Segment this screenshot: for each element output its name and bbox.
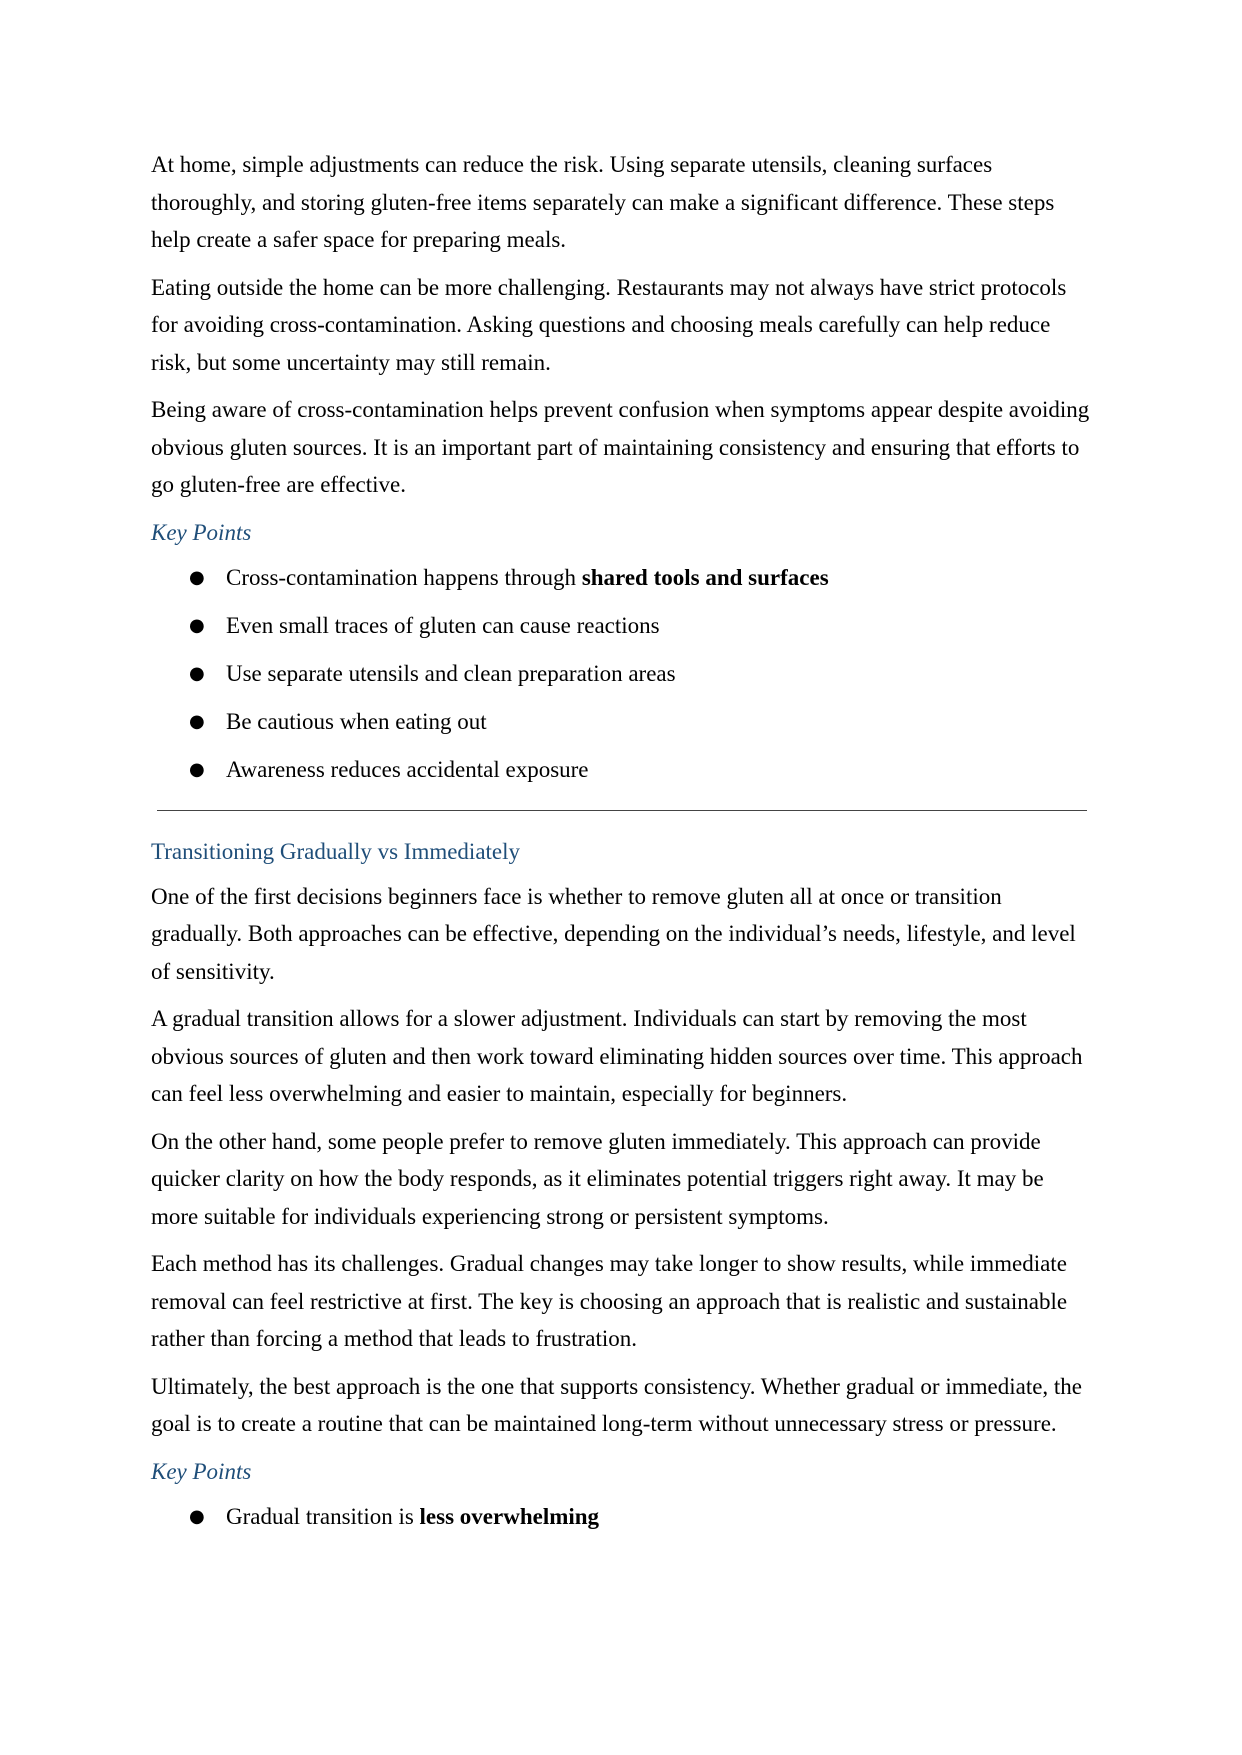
list-item-text: Even small traces of gluten can cause reactions [226,612,660,638]
list-item [151,607,1096,644]
list-item-text: Gradual transition is [226,1503,420,1529]
list-item [151,655,1096,692]
bullet-icon: ● [189,710,205,732]
paragraph: At home, simple adjustments can reduce the risk. Using separate utensils, cleaning surfaces thoroughly, and storing gluten-free items separately can make a significant difference. These steps help create a safer space for preparing meals. [151,152,1055,252]
key-points-heading: Key Points [151,1458,252,1484]
paragraph: Being aware of cross-contamination helps prevent confusion when symptoms appear despite avoiding obvious gluten sources. It is an important part of maintaining consistency and ensuring that efforts to go gluten-free are effective. [151,397,1090,497]
paragraph: One of the first decisions beginners face is whether to remove gluten all at once or transition gradually. Both approaches can be effective, depending on the individual’s needs, lifestyle, and level of sensitivity. [151,883,1076,984]
horizontal-divider [157,810,1087,811]
bullet-icon: ● [189,662,205,684]
key-points-list [151,1498,1096,1535]
key-points-list [151,559,1096,788]
list-item [151,1498,1096,1535]
list-item-text: Be cautious when eating out [226,708,487,734]
list-item [151,559,1096,596]
list-item-bold-text: shared tools and surfaces [581,564,829,590]
bullet-icon: ● [189,566,205,588]
bullet-icon: ● [189,614,205,636]
list-item-text: Awareness reduces accidental exposure [226,756,589,782]
list-item-text: Use separate utensils and clean preparation areas [226,660,676,686]
list-item-text: Cross-contamination happens through [226,564,582,590]
list-item [151,703,1096,740]
paragraph: Eating outside the home can be more challenging. Restaurants may not always have strict protocols for avoiding cross-contamination. Asking questions and choosing meals carefully can help reduce risk, but some uncertainty may still remain. [151,274,1067,375]
paragraph: A gradual transition allows for a slower adjustment. Individuals can start by removing the most obvious sources of gluten and then work toward eliminating hidden sources over time. This approach can feel less overwhelming and easier to maintain, especially for beginners. [151,1006,1083,1106]
list-item-bold-text: less overwhelming [419,1503,600,1529]
paragraph: Each method has its challenges. Gradual changes may take longer to show results, while immediate removal can feel restrictive at first. The key is choosing an approach that is realistic and sustainable rather than forcing a method that leads to frustration. [151,1251,1068,1351]
bullet-icon: ● [189,1505,205,1527]
section-heading: Transitioning Gradually vs Immediately [151,838,521,864]
document-page [151,146,1096,1546]
paragraph: Ultimately, the best approach is the one that supports consistency. Whether gradual or immediate, the goal is to create a routine that can be maintained long-term without unnecessary stress or pressure. [151,1373,1083,1436]
key-points-heading: Key Points [151,519,252,545]
list-item [151,751,1096,788]
paragraph: On the other hand, some people prefer to remove gluten immediately. This approach can provide quicker clarity on how the body responds, as it eliminates potential triggers right away. It may be more suitable for individuals experiencing strong or persistent symptoms. [151,1128,1044,1229]
bullet-icon: ● [189,758,205,780]
